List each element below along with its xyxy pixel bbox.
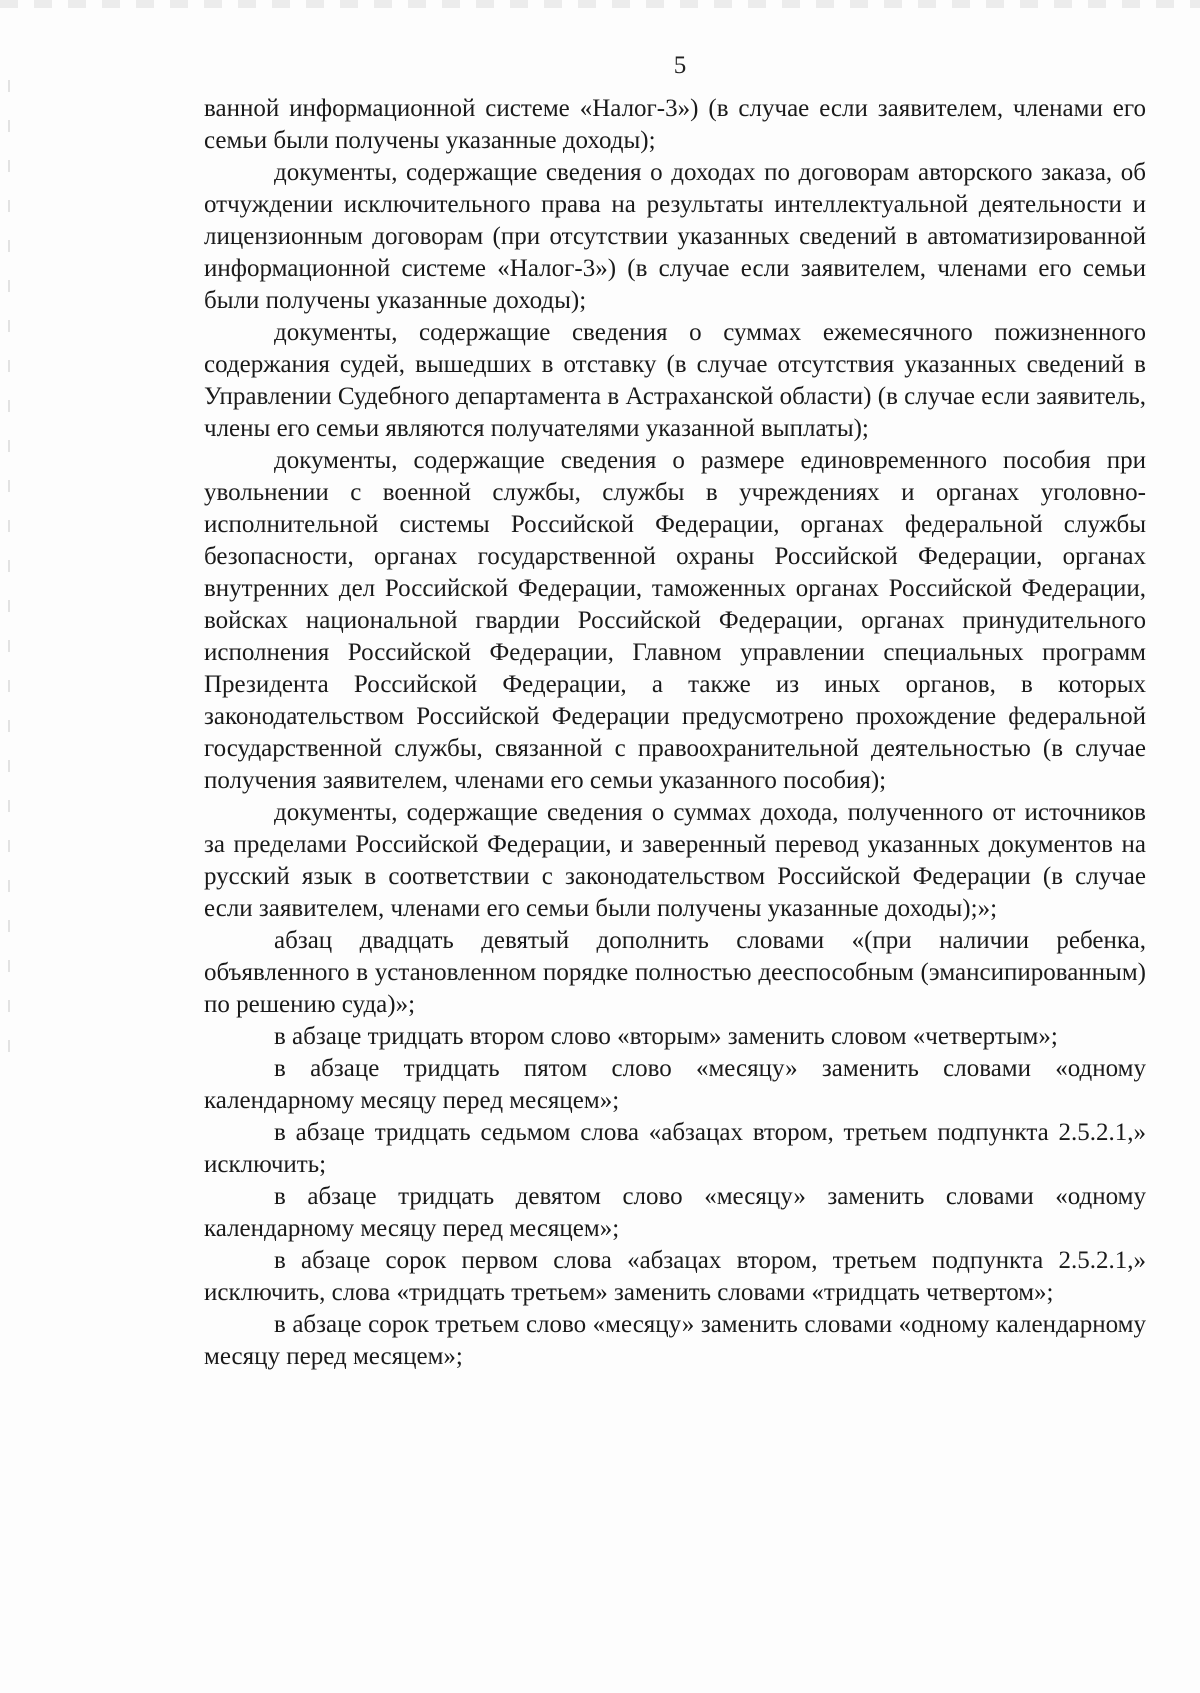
- paragraph-4: документы, содержащие сведения о размере единовременного пособия при увольнении с военной службы, службы в учреждениях и органах уголовно-исполнительной системы Российской Федерации, органах федеральной службы безопасности, органах государственной охраны Российской Федерации, органах внутренних дел Российской Федерации, таможенных органах Российской Федерации, войсках национальной гвардии Российской Федерации, органах принудительного исполнения Российской Федерации, Главном управлении специальных программ Президента Российской Федерации, а также из иных органов, в которых законодательством Российской Федерации предусмотрено прохождение федеральной государственной службы, связанной с правоохранительной деятельностью (в случае получения заявителем, членами его семьи указанного пособия);: [204, 447, 1146, 794]
- paragraph-5: документы, содержащие сведения о суммах дохода, полученного от источников за пределами Российской Федерации, и заверенный перевод указанных документов на русский язык в соответствии с законодательством Российской Федерации (в случае если заявителем, членами его семьи были получены указанные доходы);»;: [204, 799, 1146, 922]
- paragraph-6: абзац двадцать девятый дополнить словами «(при наличии ребенка, объявленного в установленном порядке полностью дееспособным (эмансипированным) по решению суда)»;: [204, 927, 1146, 1018]
- paragraph-8: в абзаце тридцать пятом слово «месяцу» заменить словами «одному календарному месяцу перед месяцем»;: [204, 1055, 1146, 1114]
- paragraph-7: в абзаце тридцать втором слово «вторым» заменить словом «четвертым»;: [274, 1023, 1058, 1050]
- paragraph-10: в абзаце тридцать девятом слово «месяцу» заменить словами «одному календарному месяцу перед месяцем»;: [204, 1183, 1146, 1242]
- document-body: [204, 93, 1146, 1373]
- paragraph-12: в абзаце сорок третьем слово «месяцу» заменить словами «одному календарному месяцу перед месяцем»;: [204, 1311, 1146, 1370]
- page-number: 5: [673, 52, 687, 79]
- paragraph-11: в абзаце сорок первом слова «абзацах втором, третьем подпункта 2.5.2.1,» исключить, слова «тридцать третьем» заменить словами «тридцать четвертом»;: [204, 1247, 1146, 1306]
- paragraph-3: документы, содержащие сведения о суммах ежемесячного пожизненного содержания судей, вышедших в отставку (в случае отсутствия указанных сведений в Управлении Судебного департамента в Астраханской области) (в случае если заявитель, члены его семьи являются получателями указанной выплаты);: [204, 319, 1146, 442]
- paragraph-2: документы, содержащие сведения о доходах по договорам авторского заказа, об отчуждении исключительного права на результаты интеллектуальной деятельности и лицензионным договорам (при отсутствии указанных сведений в автоматизированной информационной системе «Налог-3») (в случае если заявителем, членами его семьи были получены указанные доходы);: [204, 159, 1146, 314]
- scan-artifact-left: [8, 80, 10, 1080]
- paragraph-1: ванной информационной системе «Налог-3») (в случае если заявителем, членами его семьи были получены указанные доходы);: [204, 95, 1146, 154]
- paragraph-9: в абзаце тридцать седьмом слова «абзацах втором, третьем подпункта 2.5.2.1,» исключить;: [204, 1119, 1146, 1178]
- scan-artifact-top: [0, 0, 1200, 8]
